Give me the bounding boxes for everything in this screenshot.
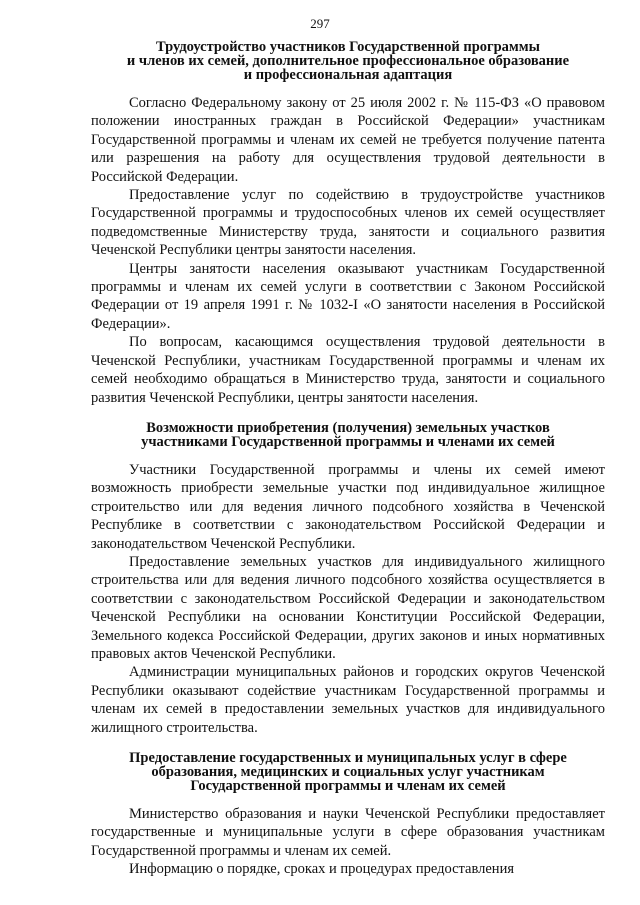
heading-line: участниками Государственной программы и членами их семей: [141, 433, 555, 450]
section-heading: [91, 751, 605, 793]
heading-line: и профессиональная адаптация: [243, 67, 453, 83]
section-land-plots: [91, 421, 605, 737]
paragraph: Согласно Федеральному закону от 25 июля 2002 г. № 115-ФЗ «О правовом положении иностранных граждан в Российской Федерации» участникам Государственной программы и членам их семей не требуется получение патента или разрешения на работу для осуществления трудовой деятельности в Российской Федерации.: [91, 95, 605, 185]
heading-line: образования, медицинских и социальных услуг участникам: [151, 764, 545, 780]
heading-line: Трудоустройство участников Государственной программы: [155, 39, 541, 55]
paragraph: Министерство образования и науки Чеченской Республики предоставляет государственные и муниципальные услуги в сфере образования участникам Государственной программы и членам их семей.: [91, 806, 605, 859]
paragraph: Центры занятости населения оказывают участникам Государственной программы и членам их семей услуги в соответствии с Законом Российской Федерации от 19 апреля 1991 г. № 1032-I «О занятости населения в Российской Федерации».: [91, 260, 605, 332]
heading-line: и членов их семей, дополнительное профессиональное образование: [126, 53, 570, 69]
page-content: [91, 40, 605, 879]
paragraph: Информацию о порядке, сроках и процедурах предоставления: [129, 861, 515, 878]
paragraph: Администрации муниципальных районов и городских округов Чеченской Республики оказывают содействие участникам Государственной программы и членам их семей в предоставлении земельных участков для индивидуального жилищного строительства.: [91, 664, 605, 736]
heading-line: Предоставление государственных и муниципальных услуг в сфере: [129, 750, 567, 766]
section-heading: [91, 40, 605, 82]
paragraph: Предоставление земельных участков для индивидуального жилищного строительства или для ведения личного подсобного хозяйства осуществляется в соответствии с законодательством Российской Федерации и законодательством Чеченской Республики на основании Конституции Российской Федерации, Земельного кодекса Российской Федерации, других законов и иных нормативных правовых актов Чеченской Республики.: [91, 553, 605, 662]
page-number: 297: [310, 16, 330, 31]
paragraph: Участники Государственной программы и члены их семей имеют возможность приобрести земельные участки под индивидуальное жилищное строительство или для ведения личного подсобного хозяйства в Чеченской Республике в соответствии с законодательством Российской Федерации и законодательством Чеченской Республики.: [91, 461, 605, 552]
paragraph: Предоставление услуг по содействию в трудоустройстве участников Государственной программы и трудоспособных членов их семей осуществляет подведомственные Министерству труда, занятости и социального развития Чеченской Республики центры занятости населения.: [91, 187, 605, 259]
section-employment: [91, 40, 605, 407]
heading-line: Государственной программы и членам их семей: [190, 778, 506, 794]
section-heading: [91, 421, 605, 449]
heading-line: Возможности приобретения (получения) земельных участков: [146, 419, 550, 436]
paragraph: По вопросам, касающимся осуществления трудовой деятельности в Чеченской Республики, участникам Государственной программы и членам их семей необходимо обращаться в Министерство труда, занятости и социального развития Чеченской Республики, центры занятости населения.: [91, 334, 605, 406]
section-public-services: [91, 751, 605, 879]
